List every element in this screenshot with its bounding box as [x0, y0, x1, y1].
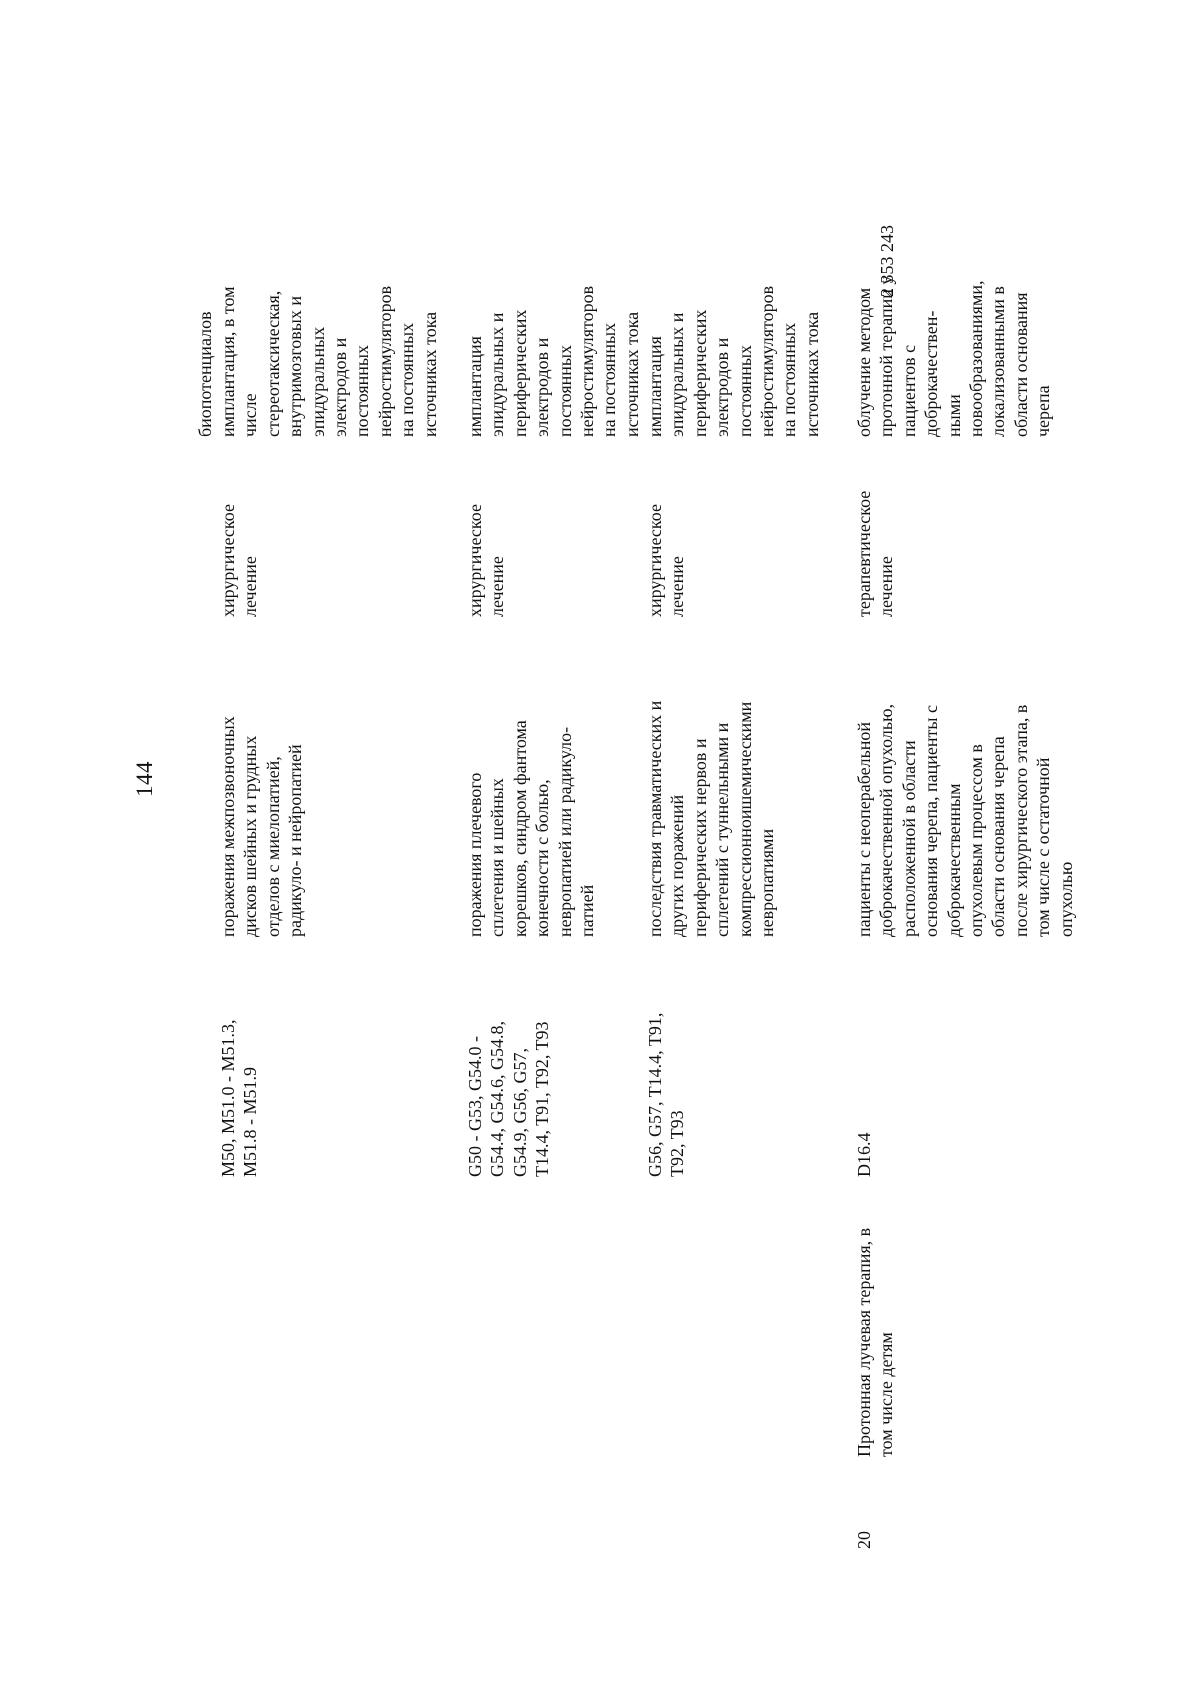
icd-codes-cell: G56, G57, T14.4, T91, T92, T93 [645, 1012, 688, 1177]
care-type-cell: Протонная лучевая терапия, в том числе детям [854, 1227, 897, 1457]
patient-model-cell: пациенты с неоперабельной доброкачественной опухолью, расположенной в области основания черепа, пациенты с доброкачественным опухолевым процессом в области основания черепа после хирургического этапа, в том числе с остаточной опухолью [854, 703, 1076, 937]
document-number: 2 353 243 [877, 225, 897, 297]
method-cell: имплантация, в том числе стереотаксическая, внутримозговых и эпидуральных электродов и постоянных нейростимуляторов на постоянных источниках тока [218, 285, 440, 437]
icd-codes-cell: D16.4 [854, 1132, 874, 1177]
method-cell: имплантация эпидуральных и периферических электродов и постоянных нейростимуляторов на постоянных источниках тока [465, 285, 642, 437]
treatment-kind-cell: хирургическое лечение [218, 504, 261, 617]
treatment-kind-cell: терапевтическое лечение [854, 490, 897, 617]
row-number-cell: 20 [854, 1531, 874, 1549]
method-cell: биопотенциалов [195, 311, 215, 437]
patient-model-cell: поражения межпозвоночных дисков шейных и грудных отделов с миелопатией, радикуло- и нейропатией [218, 716, 306, 937]
method-cell: имплантация эпидуральных и периферических электродов и постоянных нейростимуляторов на постоянных источниках тока [645, 285, 822, 437]
method-cell: облучение методом протонной терапии у пациентов с доброкачествен- ными новообразованиями, локализованными в области основания черепа [854, 275, 1054, 437]
patient-model-cell: поражения плечевого сплетения и шейных корешков, синдром фантома конечности с болью, невропатией или радикуло- патией [465, 720, 598, 937]
treatment-kind-cell: хирургическое лечение [645, 504, 688, 617]
patient-model-cell: последствия травматических и других поражений периферических нервов и сплетений с туннельными и компрессионноишемическими невропатиями [645, 700, 778, 937]
icd-codes-cell: G50 - G53, G54.0 - G54.4, G54.6, G54.8, G54.9, G56, G57, T14.4, T91, T92, T93 [465, 1021, 553, 1177]
icd-codes-cell: M50, M51.0 - M51.3, M51.8 - M51.9 [218, 1019, 261, 1177]
page-number: 144 [132, 761, 157, 797]
treatment-kind-cell: хирургическое лечение [465, 504, 508, 617]
